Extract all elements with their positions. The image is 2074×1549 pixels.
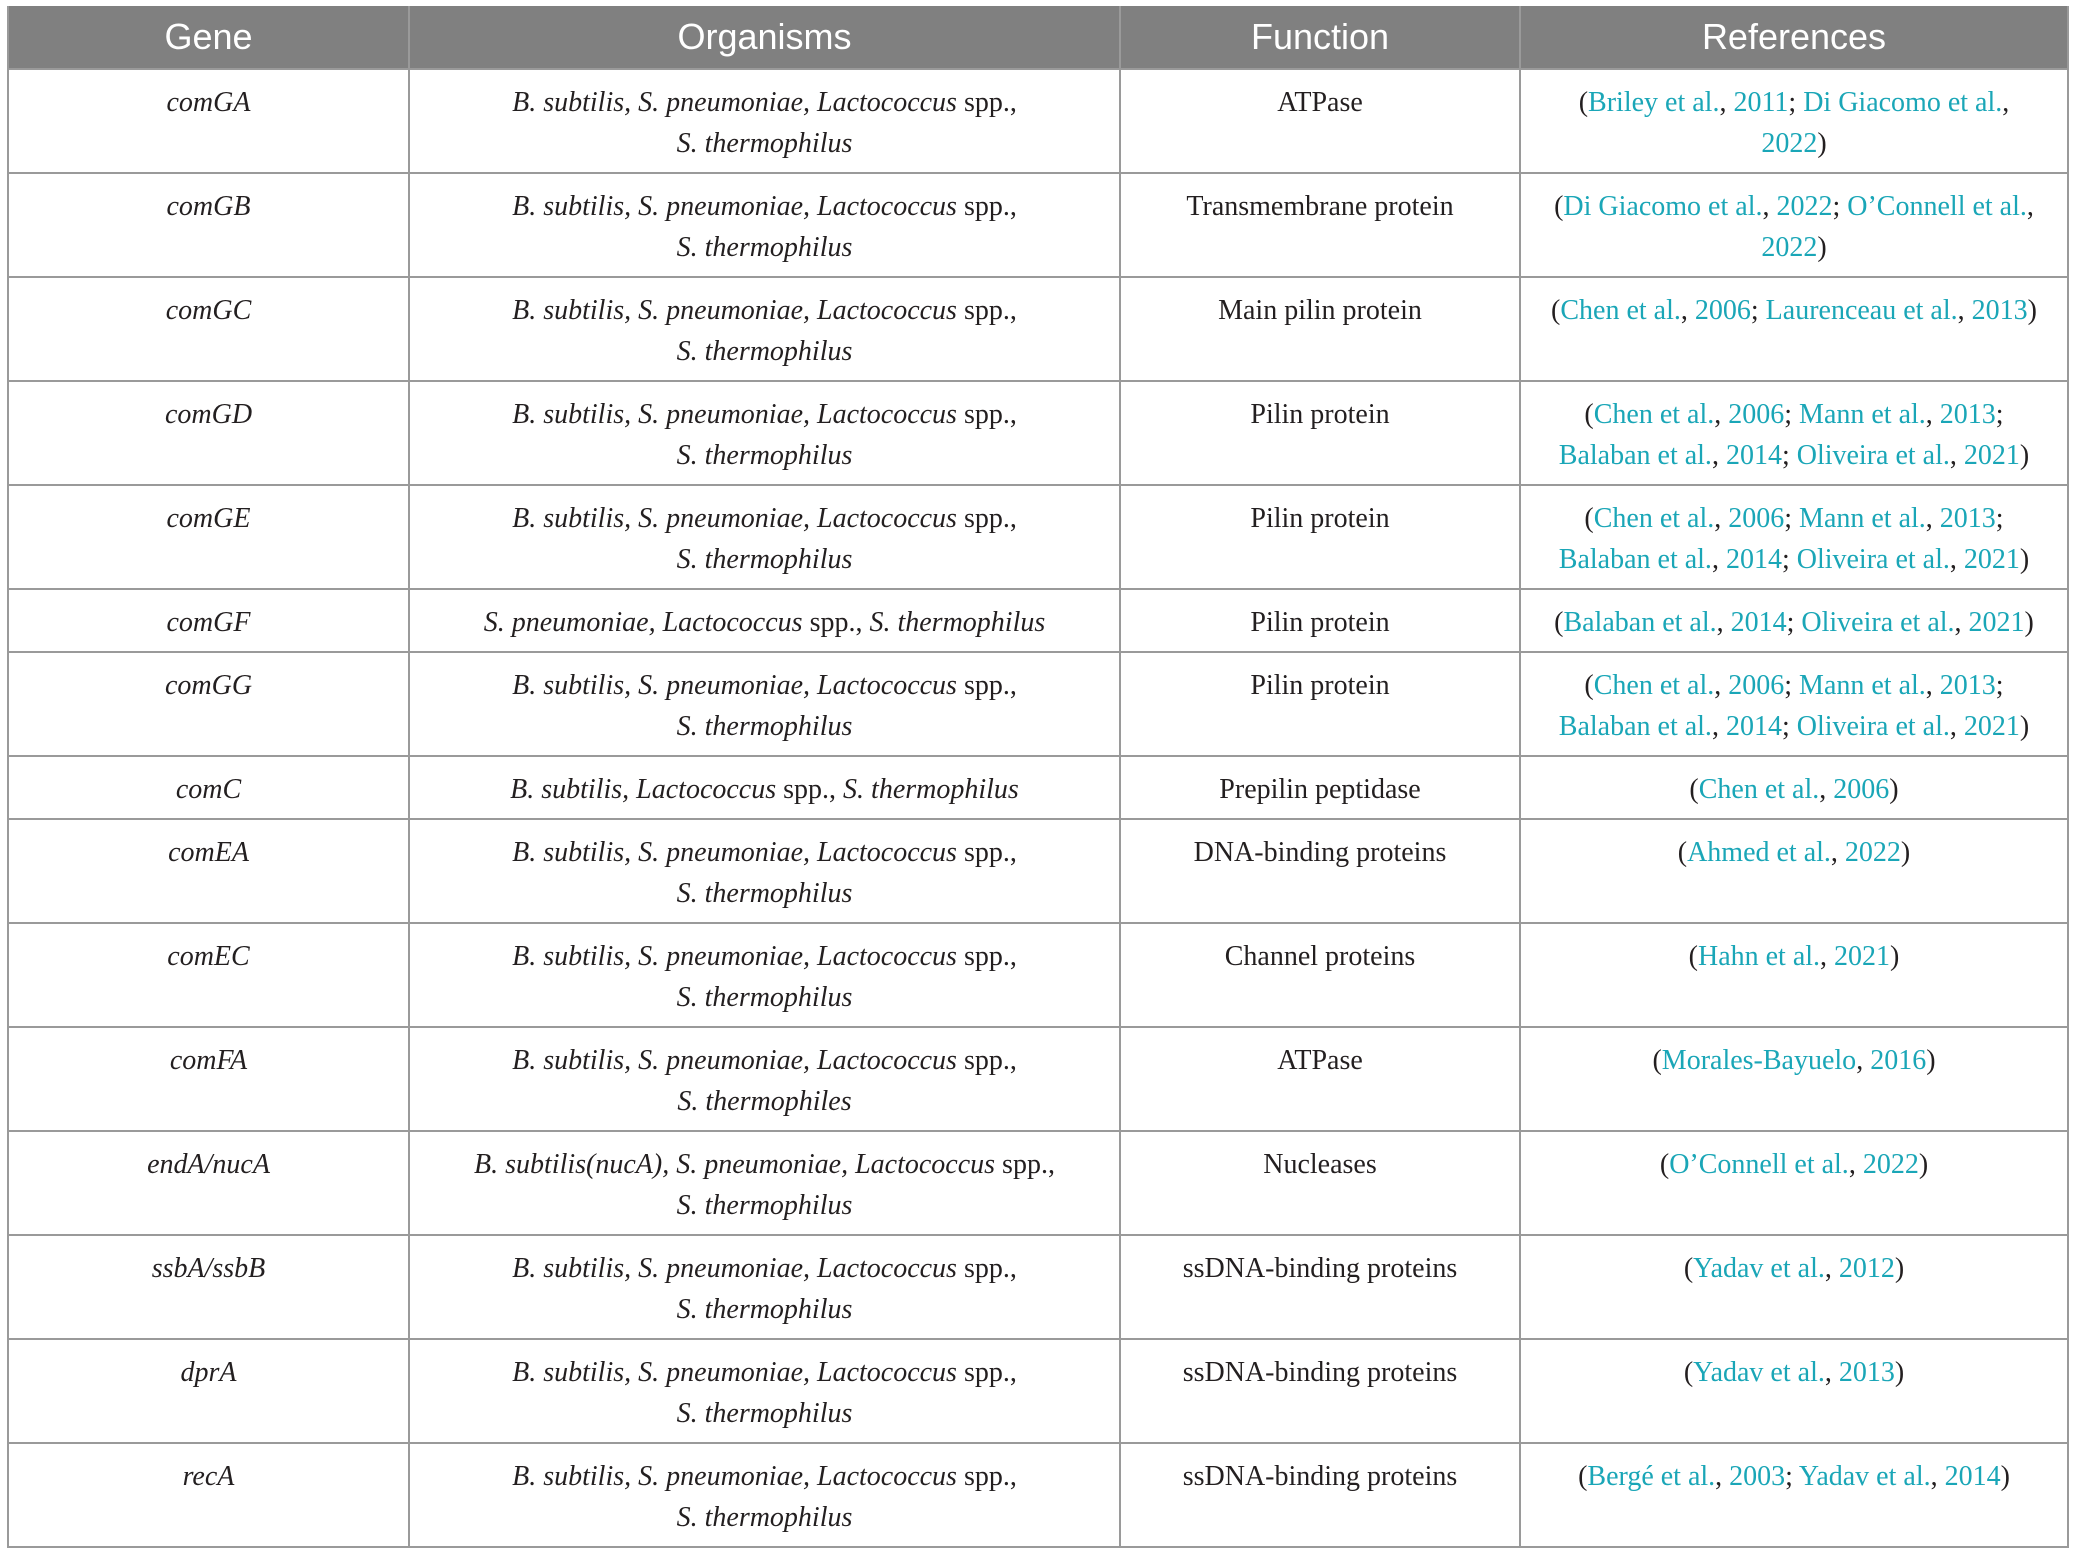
organism-text: spp., [956,87,1017,118]
reference-link[interactable]: Briley et al. [1588,87,1720,118]
table-row [8,756,2068,819]
function-cell [1120,277,1520,381]
organism-text: S. thermophilus [676,1502,853,1533]
header-organisms: Organisms [409,6,1120,69]
table-row [8,277,2068,381]
reference-punctuation: , [1716,607,1731,638]
reference-punctuation: , [1711,711,1726,742]
organism-text: B. subtilis, S. pneumoniae, Lactococcus [512,87,957,118]
reference-link[interactable]: Mann et al. [1799,399,1926,430]
reference-punctuation: , [1762,191,1777,222]
function-text: ssDNA-binding proteins [1182,1253,1458,1284]
reference-punctuation: ) [1817,232,1827,263]
function-text: Main pilin protein [1218,295,1422,326]
gene-cell [8,589,409,652]
organism-text: spp., [995,1149,1055,1180]
function-cell [1120,69,1520,173]
reference-punctuation: ; [1788,87,1804,118]
reference-link[interactable]: Oliveira et al. [1801,607,1955,638]
reference-link[interactable]: Ahmed et al. [1687,837,1831,868]
gene-cell [8,1235,409,1339]
reference-punctuation: ( [1652,1045,1662,1076]
function-text: Transmembrane protein [1186,191,1454,222]
reference-link[interactable]: Balaban et al. [1563,607,1717,638]
reference-link[interactable]: Morales-Bayuelo [1661,1045,1857,1076]
gene-cell [8,652,409,756]
reference-punctuation: ) [1926,1045,1936,1076]
function-text: Channel proteins [1224,941,1416,972]
reference-punctuation: ( [1584,670,1594,701]
organism-text: S. thermophilus [676,711,853,742]
gene-cell [8,1339,409,1443]
references-cell [1520,923,2068,1027]
function-text: DNA-binding proteins [1193,837,1447,868]
references-cell [1520,173,2068,277]
gene-cell [8,69,409,173]
gene-name: comEA [168,837,249,868]
reference-punctuation: ( [1677,837,1688,868]
function-cell [1120,1339,1520,1443]
function-cell [1120,1443,1520,1547]
reference-link[interactable]: Chen et al. [1560,295,1681,326]
reference-punctuation: ) [1889,774,1899,805]
header-references: References [1520,6,2068,69]
reference-link[interactable]: 2022 [1761,232,1818,263]
gene-name: comGD [164,399,253,430]
reference-punctuation: , [1856,1045,1871,1076]
gene-cell [8,277,409,381]
reference-link[interactable]: 2014 [1730,607,1787,638]
reference-punctuation: , [1925,670,1940,701]
function-text: ssDNA-binding proteins [1182,1357,1458,1388]
reference-punctuation: ) [2019,544,2030,575]
reference-link[interactable]: 2022 [1844,837,1901,868]
table-row [8,589,2068,652]
reference-punctuation: , [1714,503,1729,534]
reference-link[interactable]: Di Giacomo et al. [1803,87,2003,118]
organism-text: spp., [956,1357,1017,1388]
organism-text: spp., [956,670,1017,701]
reference-link[interactable]: 2021 [1968,607,2025,638]
function-text: ssDNA-binding proteins [1182,1461,1458,1492]
organism-text: S. thermophilus [676,232,853,263]
function-cell [1120,756,1520,819]
organism-text: spp., [956,503,1017,534]
reference-link[interactable]: Hahn et al. [1697,941,1821,972]
reference-punctuation: ( [1659,1149,1670,1180]
organism-text: spp., [956,295,1017,326]
reference-link[interactable]: 2014 [1944,1461,2001,1492]
reference-punctuation: , [1714,670,1729,701]
organism-text: S. thermophilus [676,1190,853,1221]
function-cell [1120,652,1520,756]
table-row [8,1131,2068,1235]
reference-punctuation: , [1925,399,1940,430]
function-cell [1120,173,1520,277]
function-text: Pilin protein [1250,399,1390,430]
gene-name: comFA [169,1045,248,1076]
gene-name: comGC [165,295,252,326]
reference-punctuation: ( [1554,191,1564,222]
reference-link[interactable]: Chen et al. [1593,670,1715,701]
reference-punctuation: , [1925,503,1940,534]
table-row [8,819,2068,923]
reference-punctuation: ; [1781,711,1797,742]
reference-punctuation: ; [1750,295,1766,326]
reference-link[interactable]: 2013 [1838,1357,1895,1388]
references-cell [1520,1443,2068,1547]
reference-link[interactable]: Yadav et al. [1693,1253,1825,1284]
reference-link[interactable]: Oliveira et al. [1796,544,1950,575]
reference-link[interactable]: Balaban et al. [1558,440,1712,471]
organisms-cell [409,756,1120,819]
reference-link[interactable]: 2022 [1776,191,1833,222]
reference-punctuation: , [1949,711,1964,742]
organism-text: B. subtilis, S. pneumoniae, Lactococcus [512,191,957,222]
header-row [8,6,2068,69]
reference-punctuation: , [1949,544,1964,575]
reference-link[interactable]: Mann et al. [1799,503,1926,534]
reference-punctuation: ( [1554,607,1564,638]
reference-link[interactable]: Oliveira et al. [1796,440,1950,471]
references-cell [1520,589,2068,652]
reference-punctuation: , [1957,295,1972,326]
reference-punctuation: ; [1995,399,2004,430]
function-cell [1120,1131,1520,1235]
organism-text: spp., [956,1253,1017,1284]
reference-link[interactable]: 2021 [1963,440,2020,471]
gene-name: comEC [167,941,250,972]
reference-punctuation: , [1830,837,1845,868]
organisms-cell [409,1027,1120,1131]
reference-link[interactable]: 2012 [1838,1253,1895,1284]
table-row [8,1235,2068,1339]
reference-punctuation: , [1954,607,1969,638]
references-cell [1520,381,2068,485]
references-cell [1520,1131,2068,1235]
header-function: Function [1120,6,1520,69]
gene-cell [8,923,409,1027]
reference-punctuation: , [1824,1253,1839,1284]
gene-name: comGE [166,503,251,534]
reference-link[interactable]: O’Connell et al. [1847,191,2027,222]
references-cell [1520,1027,2068,1131]
reference-link[interactable]: Oliveira et al. [1796,711,1950,742]
reference-punctuation: , [1719,87,1734,118]
gene-cell [8,1131,409,1235]
reference-punctuation: ; [1786,607,1802,638]
function-text: Prepilin peptidase [1219,774,1421,805]
organism-text: spp., [956,837,1017,868]
reference-punctuation: ( [1688,941,1698,972]
function-cell [1120,381,1520,485]
reference-link[interactable]: 2013 [1939,503,1996,534]
reference-link[interactable]: 2013 [1939,670,1996,701]
function-text: Nucleases [1263,1149,1377,1180]
organisms-cell [409,1339,1120,1443]
reference-punctuation: ( [1683,1253,1694,1284]
organism-text: S. thermophiles [677,1086,852,1117]
reference-link[interactable]: 2006 [1728,399,1785,430]
gene-name: ssbA/ssbB [151,1253,266,1284]
organism-text: B. subtilis, S. pneumoniae, Lactococcus [512,1253,957,1284]
reference-punctuation: ; [1832,191,1848,222]
organism-text: B. subtilis(nucA), S. pneumoniae, Lactococcus [474,1149,996,1180]
table-row [8,1443,2068,1547]
table-row [8,1027,2068,1131]
gene-name: dprA [180,1357,237,1388]
function-text: Pilin protein [1250,670,1390,701]
organisms-cell [409,923,1120,1027]
reference-punctuation: ; [1995,503,2004,534]
reference-punctuation: ( [1551,295,1561,326]
header-gene: Gene [8,6,409,69]
reference-link[interactable]: 2006 [1728,503,1785,534]
organism-text: S. pneumoniae, Lactococcus [483,607,803,638]
table-row [8,485,2068,589]
reference-link[interactable]: Chen et al. [1593,399,1715,430]
organism-text: spp., [956,941,1017,972]
reference-link[interactable]: Mann et al. [1799,670,1926,701]
organisms-cell [409,381,1120,485]
organism-text: S. thermophilus [676,878,853,909]
reference-punctuation: , [1848,1149,1863,1180]
function-text: Pilin protein [1250,607,1390,638]
reference-punctuation: ) [1894,1357,1905,1388]
reference-link[interactable]: 2014 [1725,440,1782,471]
reference-link[interactable]: 2006 [1728,670,1785,701]
organism-text: S. thermophilus [869,607,1046,638]
organism-text: B. subtilis, S. pneumoniae, Lactococcus [512,1461,957,1492]
reference-link[interactable]: Di Giacomo et al. [1563,191,1763,222]
reference-link[interactable]: Chen et al. [1593,503,1715,534]
organism-text: S. thermophilus [676,544,853,575]
gene-cell [8,485,409,589]
reference-link[interactable]: 2021 [1963,711,2020,742]
organism-text: S. thermophilus [676,128,853,159]
reference-punctuation: ( [1689,774,1699,805]
reference-link[interactable]: 2022 [1862,1149,1919,1180]
gene-cell [8,173,409,277]
reference-link[interactable]: 2016 [1870,1045,1927,1076]
organisms-cell [409,819,1120,923]
gene-cell [8,819,409,923]
reference-punctuation: , [1819,774,1834,805]
organism-text: S. thermophilus [843,774,1019,805]
reference-punctuation: , [1714,399,1729,430]
organism-text: spp., [956,191,1017,222]
reference-punctuation: ) [2027,295,2037,326]
gene-cell [8,756,409,819]
reference-link[interactable]: 2013 [1971,295,2028,326]
reference-punctuation: ) [1918,1149,1929,1180]
table-row [8,381,2068,485]
gene-name: comGG [164,670,253,701]
references-cell [1520,485,2068,589]
organism-text: B. subtilis, S. pneumoniae, Lactococcus [512,670,957,701]
reference-link[interactable]: 2006 [1694,295,1751,326]
organisms-cell [409,1235,1120,1339]
reference-punctuation: ; [1995,670,2004,701]
reference-punctuation: ( [1584,503,1594,534]
reference-link[interactable]: Laurenceau et al. [1765,295,1958,326]
reference-punctuation: ) [1900,837,1911,868]
gene-name: comGB [166,191,251,222]
organism-text: B. subtilis, S. pneumoniae, Lactococcus [512,399,957,430]
reference-punctuation: ( [1683,1357,1694,1388]
reference-punctuation: ; [1784,399,1800,430]
organism-text: B. subtilis, S. pneumoniae, Lactococcus [512,837,957,868]
gene-name: comC [175,774,242,805]
organism-text: S. thermophilus [676,1398,853,1429]
reference-punctuation: ) [1894,1253,1905,1284]
reference-punctuation: , [1715,1461,1730,1492]
gene-name: endA/nucA [147,1149,270,1180]
organisms-cell [409,277,1120,381]
references-cell [1520,756,2068,819]
gene-cell [8,381,409,485]
reference-punctuation: ; [1781,544,1797,575]
reference-link[interactable]: 2014 [1725,544,1782,575]
gene-name: comGF [166,607,251,638]
reference-punctuation: , [1820,941,1835,972]
organism-text: S. thermophilus [676,336,853,367]
function-text: Pilin protein [1250,503,1390,534]
table-row [8,1339,2068,1443]
reference-punctuation: , [2026,191,2034,222]
table-row [8,923,2068,1027]
reference-punctuation: , [1824,1357,1839,1388]
organism-text: spp., [956,1045,1017,1076]
reference-link[interactable]: 2021 [1963,544,2020,575]
function-cell [1120,923,1520,1027]
organisms-cell [409,1131,1120,1235]
table-row [8,652,2068,756]
table-row [8,173,2068,277]
organism-text: B. subtilis, S. pneumoniae, Lactococcus [512,941,957,972]
reference-punctuation: , [1711,544,1726,575]
organism-text: B. subtilis, S. pneumoniae, Lactococcus [512,295,957,326]
gene-name: recA [182,1461,235,1492]
reference-punctuation: , [1711,440,1726,471]
reference-punctuation: ; [1785,1461,1799,1492]
reference-punctuation: ( [1584,399,1594,430]
function-text: ATPase [1277,1045,1363,1076]
function-cell [1120,819,1520,923]
organism-text: S. thermophilus [676,982,853,1013]
reference-punctuation: ) [2024,607,2034,638]
organism-text: spp., [956,399,1017,430]
reference-punctuation: , [1930,1461,1945,1492]
reference-punctuation: ( [1578,1461,1588,1492]
reference-link[interactable]: 2006 [1833,774,1890,805]
reference-link[interactable]: 2011 [1733,87,1789,118]
organism-text: spp., [776,774,844,805]
reference-punctuation: ( [1578,87,1589,118]
organism-text: B. subtilis, S. pneumoniae, Lactococcus [512,1357,957,1388]
organisms-cell [409,652,1120,756]
reference-link[interactable]: 2014 [1725,711,1782,742]
reference-punctuation: ) [2019,711,2030,742]
organism-text: B. subtilis, Lactococcus [510,774,777,805]
gene-table [7,6,2069,1548]
function-cell [1120,589,1520,652]
reference-punctuation: ; [1781,440,1797,471]
reference-link[interactable]: Balaban et al. [1558,544,1712,575]
organism-text: B. subtilis, S. pneumoniae, Lactococcus [512,503,957,534]
reference-link[interactable]: 2021 [1834,941,1891,972]
organism-text: S. thermophilus [676,440,853,471]
gene-cell [8,1027,409,1131]
reference-punctuation: ) [1817,128,1827,159]
organisms-cell [409,485,1120,589]
reference-link[interactable]: Balaban et al. [1558,711,1712,742]
reference-punctuation: , [2002,87,2010,118]
references-cell [1520,69,2068,173]
organism-text: spp., [956,1461,1017,1492]
organism-text: B. subtilis, S. pneumoniae, Lactococcus [512,1045,957,1076]
function-cell [1120,485,1520,589]
organisms-cell [409,173,1120,277]
reference-link[interactable]: 2013 [1939,399,1996,430]
reference-link[interactable]: Chen et al. [1698,774,1820,805]
reference-punctuation: ; [1784,670,1800,701]
organism-text: S. thermophilus [676,1294,853,1325]
reference-link[interactable]: Yadav et al. [1693,1357,1825,1388]
references-cell [1520,1339,2068,1443]
function-cell [1120,1235,1520,1339]
reference-punctuation: ) [1890,941,1900,972]
reference-punctuation: ; [1784,503,1800,534]
reference-link[interactable]: Bergé et al. [1587,1461,1716,1492]
reference-link[interactable]: Yadav et al. [1798,1461,1931,1492]
organisms-cell [409,1443,1120,1547]
references-cell [1520,652,2068,756]
references-cell [1520,1235,2068,1339]
references-cell [1520,277,2068,381]
reference-link[interactable]: 2022 [1761,128,1818,159]
organisms-cell [409,69,1120,173]
gene-cell [8,1443,409,1547]
table-row [8,69,2068,173]
organisms-cell [409,589,1120,652]
reference-link[interactable]: O’Connell et al. [1669,1149,1849,1180]
reference-link[interactable]: 2003 [1729,1461,1786,1492]
references-cell [1520,819,2068,923]
reference-punctuation: , [1949,440,1964,471]
reference-punctuation: , [1680,295,1695,326]
function-text: ATPase [1277,87,1363,118]
reference-punctuation: ) [2000,1461,2010,1492]
organism-text: spp., [802,607,870,638]
reference-punctuation: ) [2019,440,2030,471]
function-cell [1120,1027,1520,1131]
gene-name: comGA [166,87,251,118]
